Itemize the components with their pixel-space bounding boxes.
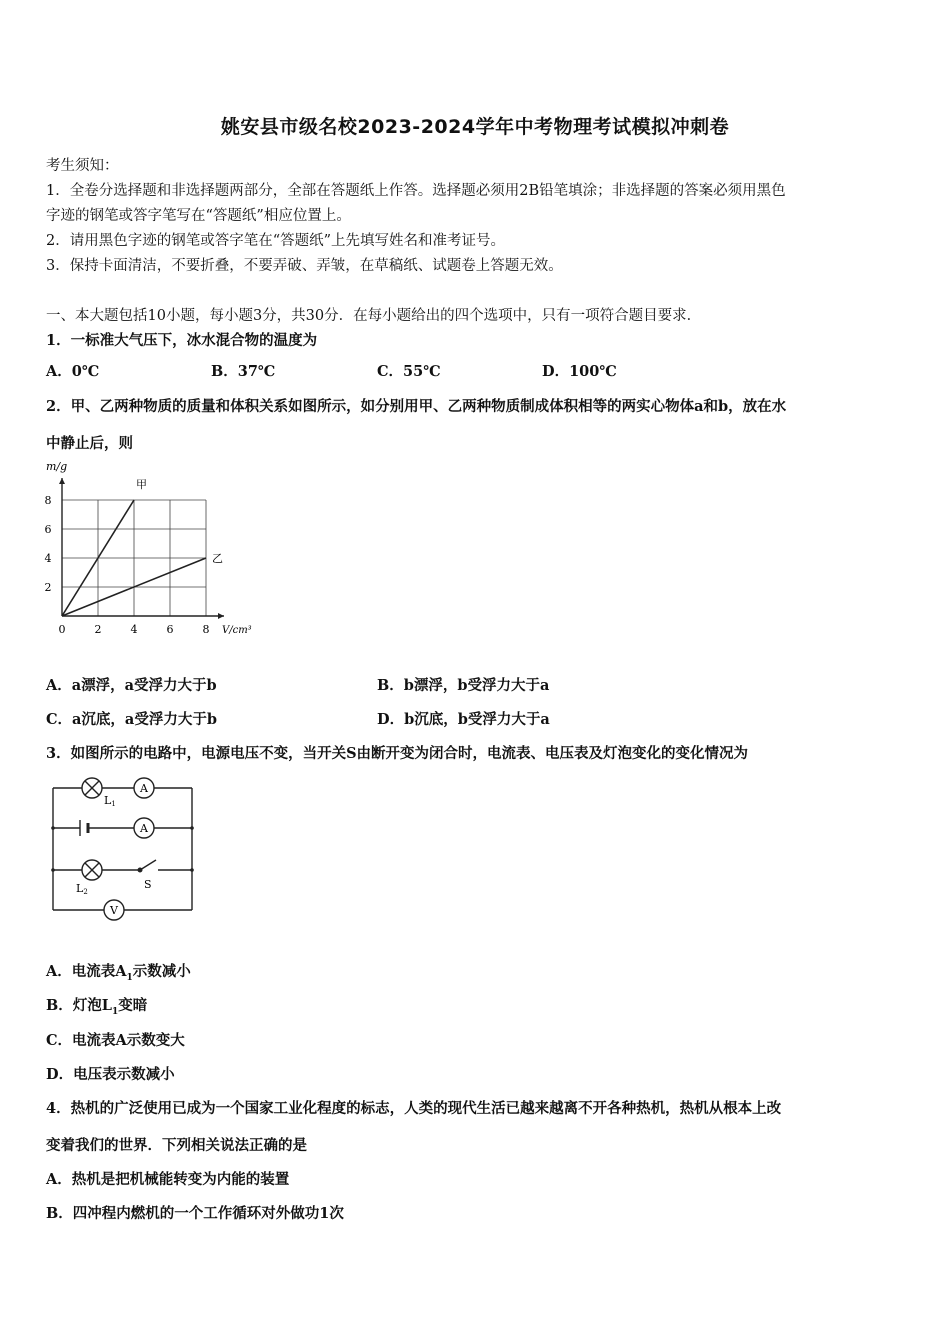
circuit-diagram (40, 770, 210, 925)
lamp-l1-label: L1 (104, 794, 116, 808)
y-tick-label: 8 (44, 494, 52, 507)
y-tick-label: 4 (44, 552, 52, 565)
section-instruction: 一、本大题包括10小题，每小题3分，共30分．在每小题给出的四个选项中，只有一项符合题目要求． (46, 308, 702, 324)
q3-option-b: B．灯泡$L_1$变暗 (46, 997, 148, 1017)
ammeter-a1-icon (134, 778, 154, 798)
series-label-2: 乙 (212, 552, 223, 565)
q1-option-a: A．0℃ (46, 363, 100, 380)
y-axis-label: m/g (46, 460, 68, 473)
y-tick-label: 6 (44, 523, 52, 536)
q4-stem-line2: 变着我们的世界．下列相关说法正确的是 (46, 1137, 307, 1154)
mass-volume-chart (40, 458, 270, 648)
notice-item-1-cont: 字迹的钢笔或答字笔写在“答题纸”相应位置上。 (46, 208, 351, 224)
q4-option-b: B．四冲程内燃机的一个工作循环对外做功1次 (46, 1205, 344, 1222)
voltmeter-icon (104, 900, 124, 920)
q2-option-b: B．b漂浮，b受浮力大于a (377, 677, 550, 694)
lamp-l1-icon (82, 778, 102, 798)
chart-grid (62, 500, 206, 616)
q2-option-a: A．a漂浮，a受浮力大于b (46, 677, 217, 694)
x-tick-label: 4 (130, 623, 138, 636)
exam-title: 姚安县市级名校2023-2024学年中考物理考试模拟冲刺卷 (220, 116, 730, 138)
notice-heading: 考生须知： (46, 158, 119, 174)
q1-option-b: B．37℃ (211, 363, 276, 380)
q3-option-a: A．电流表$A_1$示数减小 (46, 963, 191, 983)
svg-text:A: A (140, 822, 148, 835)
q3-option-d: D．电压表示数减小 (46, 1066, 175, 1083)
svg-text:A: A (140, 782, 148, 795)
x-tick-label: 0 (58, 623, 66, 636)
q1-option-d: D．100℃ (542, 363, 617, 380)
x-tick-label: 8 (202, 623, 210, 636)
lamp-l2-label: L2 (76, 882, 88, 896)
ammeter-a-icon (134, 818, 154, 838)
series-label-1: 甲 (136, 478, 147, 491)
x-tick-label: 6 (166, 623, 174, 636)
q2-option-c: C．a沉底，a受浮力大于b (46, 711, 217, 728)
lamp-l2-icon (82, 860, 102, 880)
q2-option-d: D．b沉底，b受浮力大于a (377, 711, 550, 728)
svg-text:V: V (110, 904, 118, 917)
q4-stem-line1: 4．热机的广泛使用已成为一个国家工业化程度的标志，人类的现代生活已越来越离不开各种热机，热机从根本上改 (46, 1100, 782, 1117)
x-axis-label: V/cm³ (222, 625, 252, 636)
y-axis-arrow (59, 478, 65, 484)
q1-stem: 1．一标准大气压下，冰水混合物的温度为 (46, 332, 318, 349)
q4-option-a: A．热机是把机械能转变为内能的装置 (46, 1171, 290, 1188)
y-tick-label: 2 (44, 581, 52, 594)
chart-labels (45, 460, 252, 636)
x-tick-label: 2 (94, 623, 102, 636)
notice-item-2: 2．请用黑色字迹的钢笔或答字笔在“答题纸”上先填写姓名和准考证号。 (46, 233, 506, 249)
chart-axes (59, 478, 224, 619)
switch-label: S (144, 878, 152, 891)
q2-stem-line1: 2．甲、乙两种物质的质量和体积关系如图所示，如分别用甲、乙两种物质制成体积相等的两实心物体a和b，放在水 (46, 398, 787, 415)
battery-icon (80, 820, 88, 836)
notice-item-1: 1．全卷分选择题和非选择题两部分，全部在答题纸上作答。选择题必须用2B铅笔填涂；非选择题的答案必须用黑色 (46, 183, 786, 199)
x-axis-arrow (218, 613, 224, 619)
switch-icon (138, 860, 156, 872)
q2-stem-line2: 中静止后，则 (46, 435, 133, 452)
q3-stem: 3．如图所示的电路中，电源电压不变，当开关S由断开变为闭合时，电流表、电压表及灯泡变化的变化情况为 (46, 745, 749, 762)
q3-option-c: C．电流表A示数变大 (46, 1032, 185, 1049)
q1-option-c: C．55℃ (377, 363, 441, 380)
notice-item-3: 3．保持卡面清洁，不要折叠，不要弄破、弄皱，在草稿纸、试题卷上答题无效。 (46, 258, 563, 274)
